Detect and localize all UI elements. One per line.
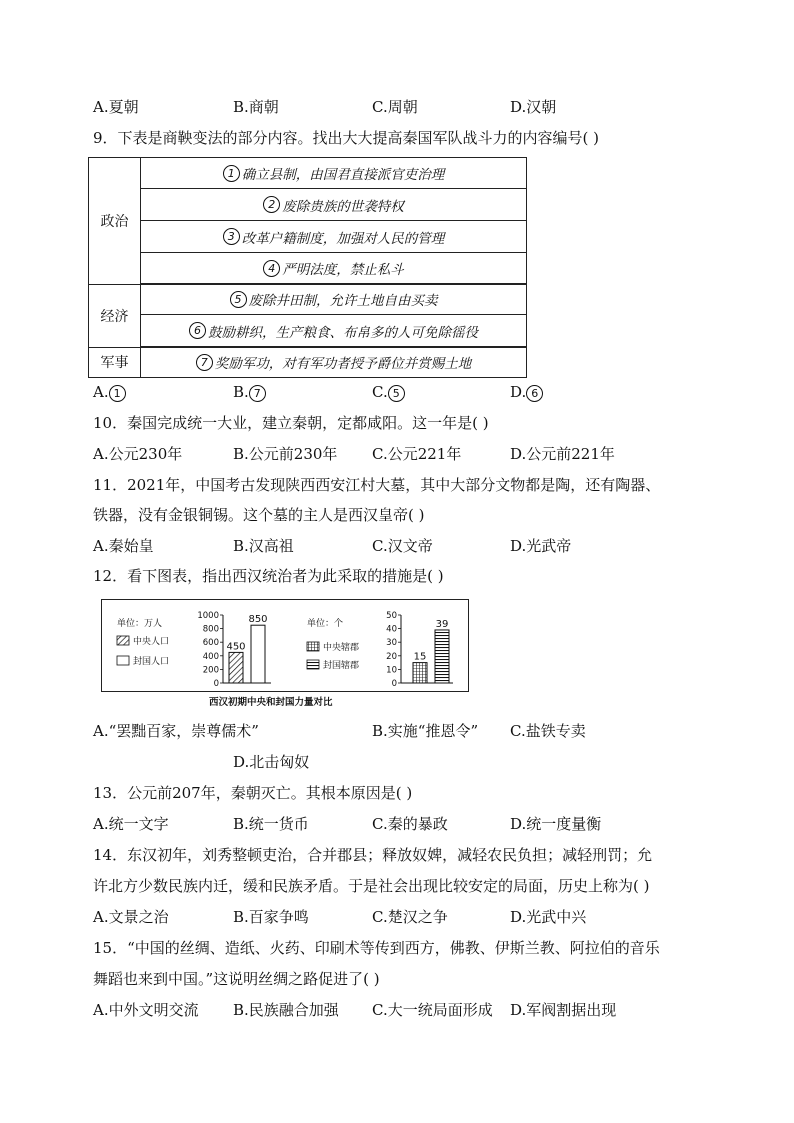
chart2-bar-central xyxy=(413,663,427,683)
q12-stem: 12．看下图表，指出西汉统治者为此采取的措施是( ) xyxy=(93,567,444,585)
chart1-unit-label: 单位：万人 xyxy=(117,619,163,629)
chart2-tick-label: 0 xyxy=(391,679,397,689)
chart2-legend-swatch-fief xyxy=(307,660,319,669)
chart1-legend-swatch-central xyxy=(117,636,129,645)
q15-stem-line1: 15．“中国的丝绸、造纸、火药、印刷术等传到西方，佛教、伊斯兰教、阿拉伯的音乐 xyxy=(93,939,660,957)
table-row: 6 鼓励耕织，生产粮食、布帛多的人可免除徭役 xyxy=(141,315,526,347)
q12-option-b[interactable]: B.实施“推恩令” xyxy=(372,722,479,740)
chart2-legend-fief: 封国辖郡 xyxy=(323,661,360,671)
q11-option-d[interactable]: D.光武帝 xyxy=(510,537,572,555)
q12-chart xyxy=(101,599,469,711)
q15-option-b[interactable]: B.民族融合加强 xyxy=(233,1001,339,1019)
chart2-tick-label: 10 xyxy=(386,665,397,676)
chart1-legend-swatch-fief xyxy=(117,656,129,665)
chart2-data-label: 39 xyxy=(435,618,449,630)
table-row: 3 改革户籍制度，加强对人民的管理 xyxy=(141,221,526,253)
q12-option-c[interactable]: C.盐铁专卖 xyxy=(510,722,586,740)
q8-option-c[interactable]: C.周朝 xyxy=(372,98,418,116)
q12-option-a[interactable]: A.“罢黜百家，崇尊儒术” xyxy=(93,722,259,740)
q9-option-d[interactable]: D. 6 xyxy=(510,382,545,402)
q13-option-d[interactable]: D.统一度量衡 xyxy=(510,815,602,833)
chart1-tick-label: 1000 xyxy=(197,611,219,621)
q9-stem: 9．下表是商鞅变法的部分内容。找出大大提高秦国军队战斗力的内容编号( ) xyxy=(93,129,600,147)
chart2-legend-swatch-central xyxy=(307,642,319,651)
q11-option-c[interactable]: C.汉文帝 xyxy=(372,537,433,555)
q9-option-a[interactable]: A. 1 xyxy=(93,382,128,402)
chart1-bar-fief xyxy=(251,625,265,683)
q14-option-c[interactable]: C.楚汉之争 xyxy=(372,908,448,926)
q14-option-d[interactable]: D.光武中兴 xyxy=(510,908,587,926)
q11-stem-line1: 11．2021年，中国考古发现陕西西安江村大墓，其中大部分文物都是陶，还有陶器、 xyxy=(93,476,661,494)
table-row: 2 废除贵族的世袭特权 xyxy=(141,189,526,221)
table-category-politics: 政治 xyxy=(89,158,141,284)
q10-stem: 10．秦国完成统一大业，建立秦朝，定都咸阳。这一年是( ) xyxy=(93,414,489,432)
chart2-tick-label: 30 xyxy=(386,638,397,649)
q11-option-a[interactable]: A.秦始皇 xyxy=(93,537,154,555)
q15-option-d[interactable]: D.军阀割据出现 xyxy=(510,1001,617,1019)
q11-stem-line2: 铁器，没有金银铜锡。这个墓的主人是西汉皇帝( ) xyxy=(93,506,425,524)
q10-option-c[interactable]: C.公元221年 xyxy=(372,445,462,463)
table-category-military: 军事 xyxy=(89,347,141,377)
table-row: 1 确立县制，由国君直接派官吏治理 xyxy=(141,158,526,189)
chart2-tick-label: 50 xyxy=(386,611,397,621)
table-row: 5 废除井田制，允许土地自由买卖 xyxy=(141,284,526,315)
q9-reform-table xyxy=(88,157,527,378)
q15-option-a[interactable]: A.中外文明交流 xyxy=(93,1001,199,1019)
chart2-data-label: 15 xyxy=(413,651,427,663)
table-category-economy: 经济 xyxy=(89,284,141,347)
table-row: 4 严明法度，禁止私斗 xyxy=(141,253,526,284)
q8-option-d[interactable]: D.汉朝 xyxy=(510,98,557,116)
q12-option-d[interactable]: D.北击匈奴 xyxy=(233,753,310,771)
q15-option-c[interactable]: C.大一统局面形成 xyxy=(372,1001,493,1019)
chart2-legend-central: 中央辖郡 xyxy=(323,643,360,653)
chart1-tick-label: 600 xyxy=(202,638,219,649)
q15-stem-line2: 舞蹈也来到中国。”这说明丝绸之路促进了( ) xyxy=(93,970,380,988)
q10-option-b[interactable]: B.公元前230年 xyxy=(233,445,338,463)
chart2-tick-label: 40 xyxy=(386,624,397,635)
q9-option-c[interactable]: C. 5 xyxy=(372,382,407,402)
table-row: 7 奖励军功，对有军功者授予爵位并赏赐土地 xyxy=(141,347,526,377)
q14-option-a[interactable]: A.文景之治 xyxy=(93,908,169,926)
q14-option-b[interactable]: B.百家争鸣 xyxy=(233,908,309,926)
chart2-bar-fief xyxy=(435,630,449,683)
chart1-tick-label: 200 xyxy=(202,665,219,676)
q10-option-d[interactable]: D.公元前221年 xyxy=(510,445,615,463)
q8-option-b[interactable]: B.商朝 xyxy=(233,98,279,116)
q13-option-a[interactable]: A.统一文字 xyxy=(93,815,169,833)
chart1-data-label: 850 xyxy=(248,614,268,626)
chart2-unit-label: 单位：个 xyxy=(307,619,344,629)
chart1-legend-fief: 封国人口 xyxy=(133,657,170,667)
q13-stem: 13．公元前207年，秦朝灭亡。其根本原因是( ) xyxy=(93,784,413,802)
q14-stem-line2: 许北方少数民族内迁，缓和民族矛盾。于是社会出现比较安定的局面，历史上称为( ) xyxy=(93,877,650,895)
q8-option-a[interactable]: A.夏朝 xyxy=(93,98,139,116)
chart1-bar-central xyxy=(229,652,243,683)
chart1-tick-label: 0 xyxy=(213,679,219,689)
q13-option-c[interactable]: C.秦的暴政 xyxy=(372,815,448,833)
chart2-tick-label: 20 xyxy=(386,651,397,662)
chart1-legend-central: 中央人口 xyxy=(133,637,170,647)
chart-caption: 西汉初期中央和封国力量对比 xyxy=(209,697,333,708)
q14-stem-line1: 14．东汉初年，刘秀整顿吏治，合并郡县；释放奴婢，减轻农民负担；减轻刑罚；允 xyxy=(93,846,653,864)
q10-option-a[interactable]: A.公元230年 xyxy=(93,445,183,463)
chart1-tick-label: 800 xyxy=(202,624,219,635)
q13-option-b[interactable]: B.统一货币 xyxy=(233,815,309,833)
q9-option-b[interactable]: B. 7 xyxy=(233,382,268,402)
chart1-data-label: 450 xyxy=(226,641,246,653)
chart1-tick-label: 400 xyxy=(202,651,219,662)
q11-option-b[interactable]: B.汉高祖 xyxy=(233,537,294,555)
